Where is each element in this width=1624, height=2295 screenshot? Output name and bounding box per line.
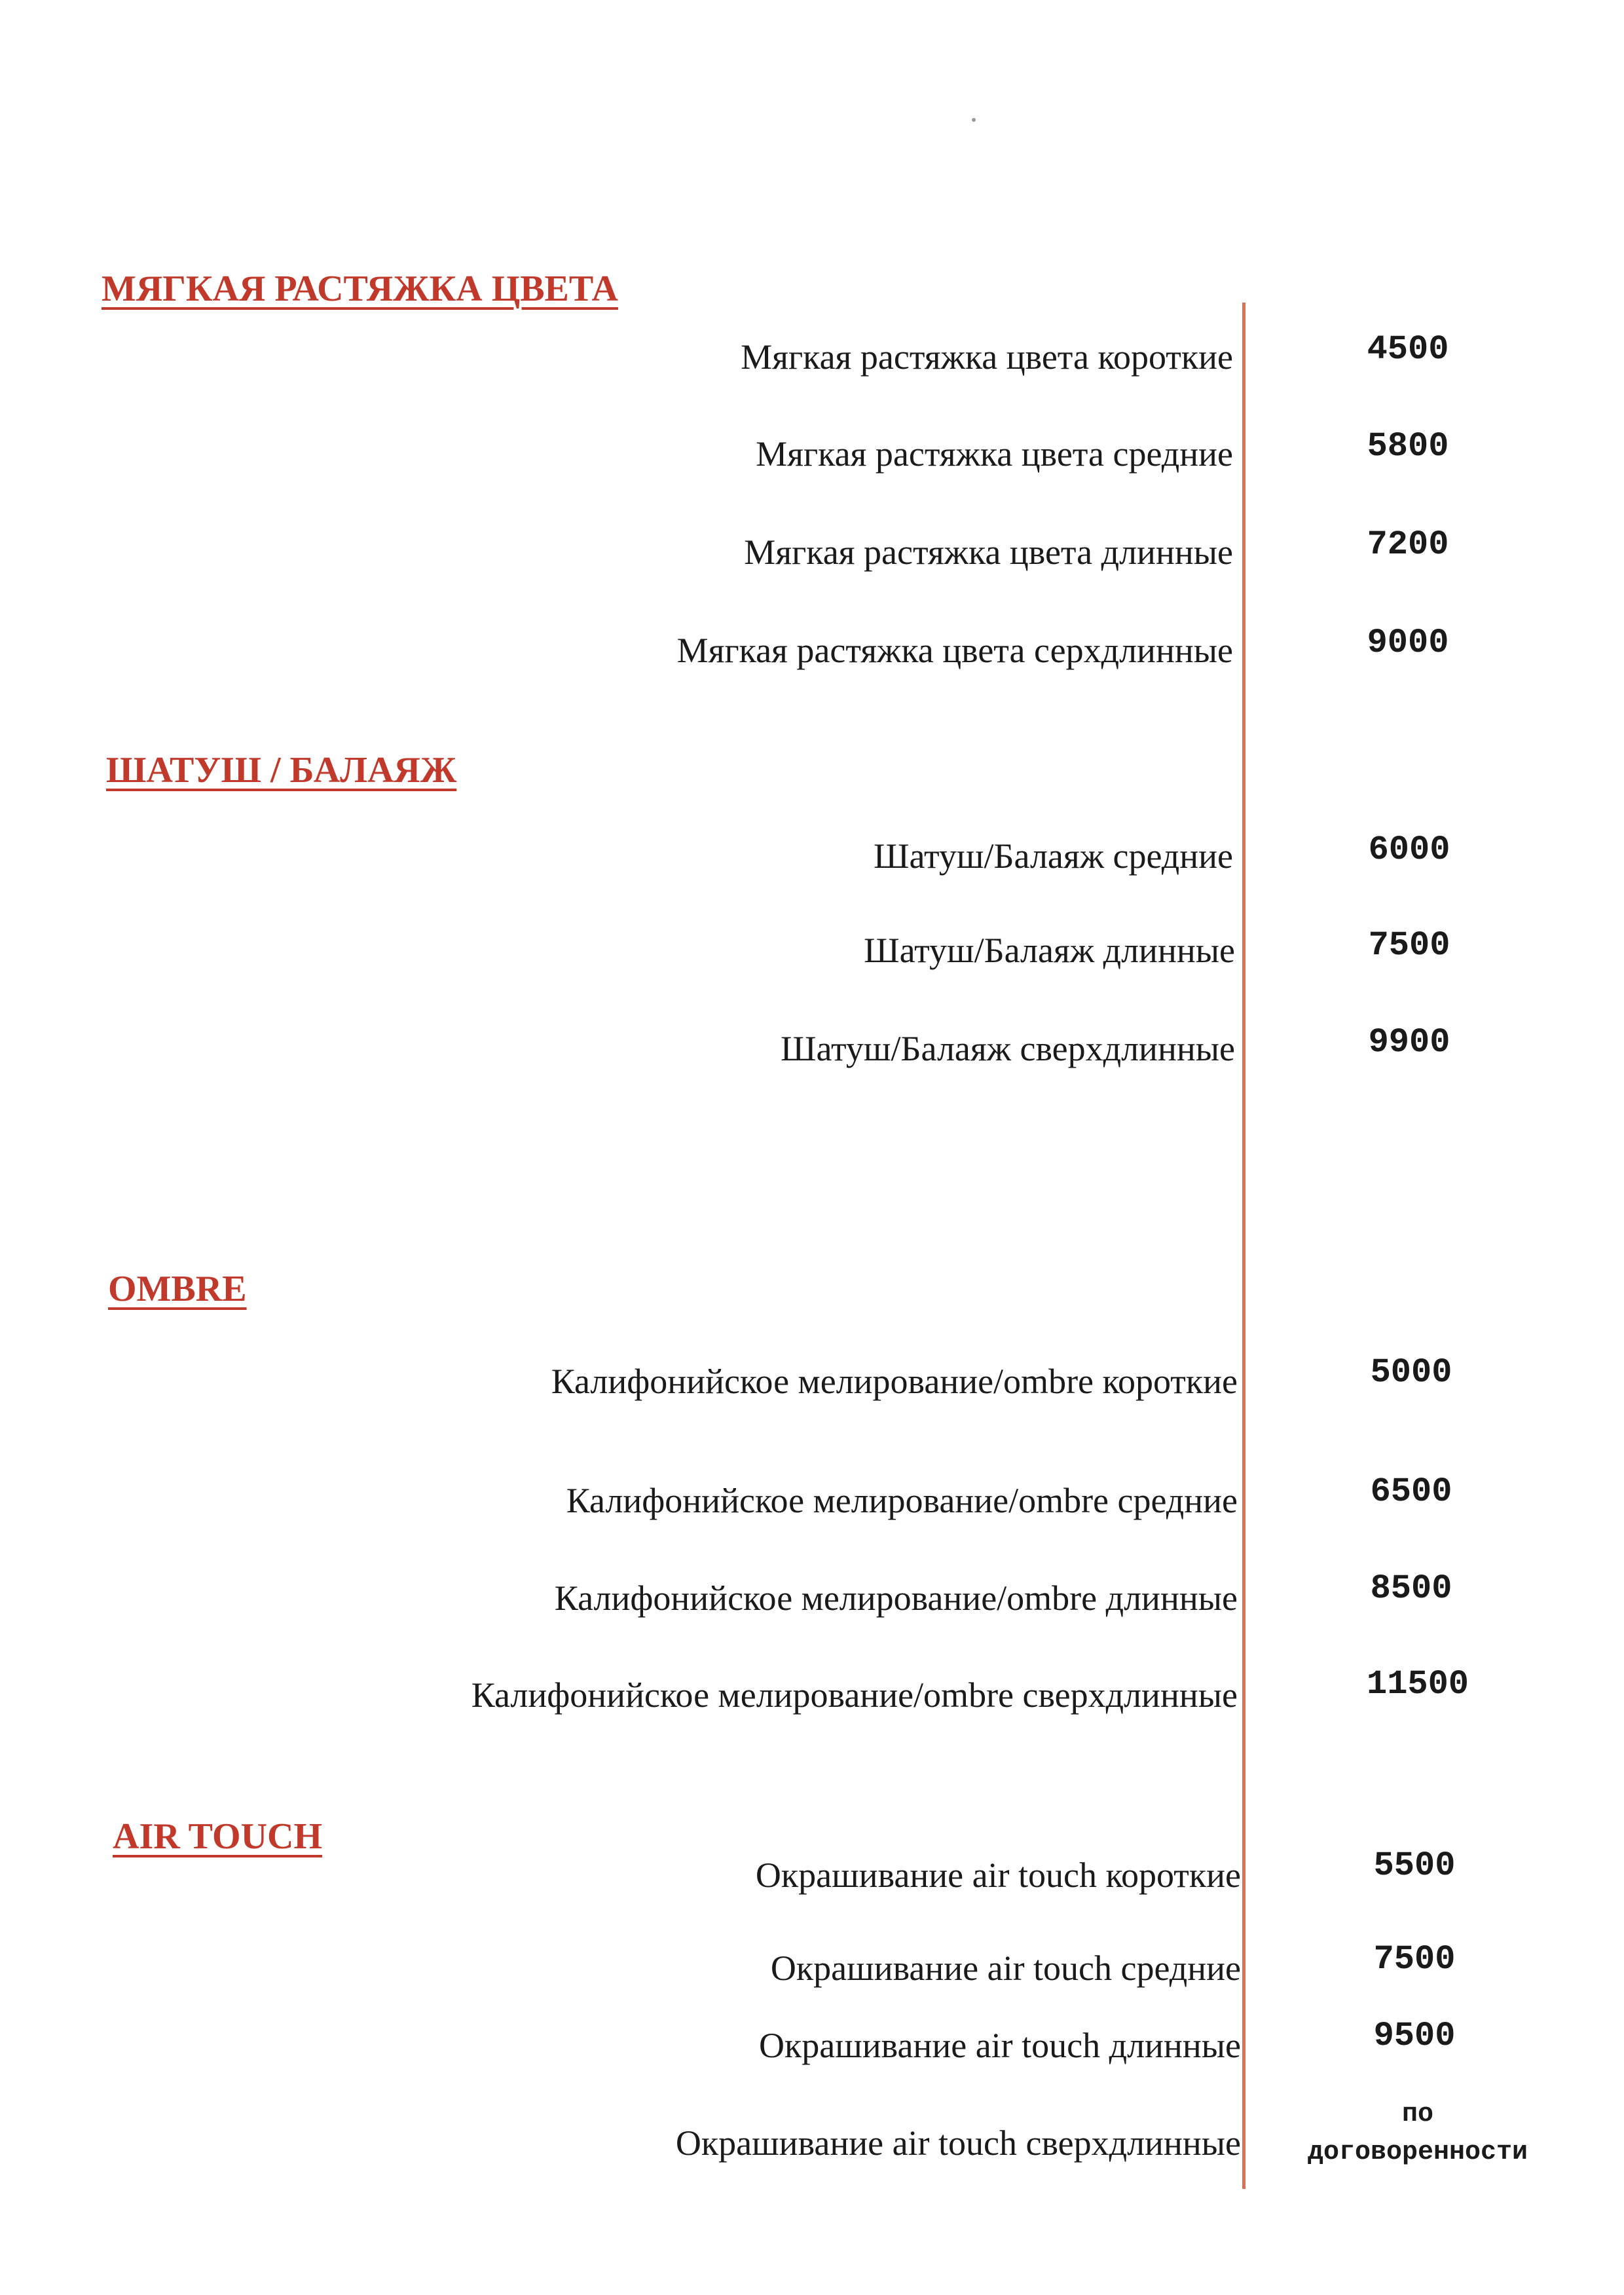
service-price: 5000 <box>1370 1353 1452 1392</box>
service-price: 9900 <box>1368 1023 1450 1062</box>
section-heading-ombre: OMBRE <box>108 1269 247 1309</box>
service-price: 11500 <box>1366 1665 1469 1704</box>
service-name: Окрашивание air touch длинные <box>759 2026 1241 2065</box>
service-price: 5800 <box>1367 427 1449 466</box>
service-price: 8500 <box>1370 1569 1452 1608</box>
price-line-2: договоренности <box>1307 2138 1528 2167</box>
service-price: 7500 <box>1373 1940 1456 1979</box>
service-name: Шатуш/Балаяж длинные <box>864 931 1235 970</box>
service-name: Окрашивание air touch сверхдлинные <box>675 2123 1241 2163</box>
service-price: 6500 <box>1370 1472 1452 1511</box>
service-price: 5500 <box>1373 1846 1456 1885</box>
service-name: Мягкая растяжка цвета длинные <box>744 532 1233 572</box>
section-heading-air-touch: AIR TOUCH <box>113 1816 323 1857</box>
service-price: 6000 <box>1368 830 1450 869</box>
service-name: Калифонийское мелирование/ombre сверхдлинные <box>471 1675 1238 1715</box>
service-price: 7200 <box>1367 525 1449 564</box>
service-price: 4500 <box>1367 330 1449 369</box>
service-name: Калифонийское мелирование/ombre средние <box>566 1481 1238 1520</box>
service-price: 9000 <box>1367 624 1449 662</box>
section-heading-shatush-balayage: ШАТУШ / БАЛАЯЖ <box>106 750 457 791</box>
price-line-1: по <box>1401 2100 1433 2129</box>
service-name: Мягкая растяжка цвета короткие <box>741 337 1233 377</box>
service-name: Калифонийское мелирование/ombre длинные <box>554 1578 1238 1618</box>
service-name: Шатуш/Балаяж сверхдлинные <box>780 1029 1235 1068</box>
service-price-negotiable <box>1306 2096 1529 2172</box>
service-price: 7500 <box>1368 926 1450 965</box>
section-heading-soft-color-stretch: МЯГКАЯ РАСТЯЖКА ЦВЕТА <box>101 269 618 309</box>
service-name: Мягкая растяжка цвета средние <box>756 434 1233 474</box>
service-name: Калифонийское мелирование/ombre короткие <box>551 1362 1238 1401</box>
service-name: Шатуш/Балаяж средние <box>874 836 1233 876</box>
service-name: Окрашивание air touch средние <box>770 1949 1241 1988</box>
scan-speck <box>972 118 976 122</box>
service-name: Мягкая растяжка цвета серхдлинные <box>676 631 1233 670</box>
price-divider-line <box>1242 303 1246 2189</box>
service-name: Окрашивание air touch короткие <box>755 1856 1241 1895</box>
service-price: 9500 <box>1373 2017 1456 2055</box>
